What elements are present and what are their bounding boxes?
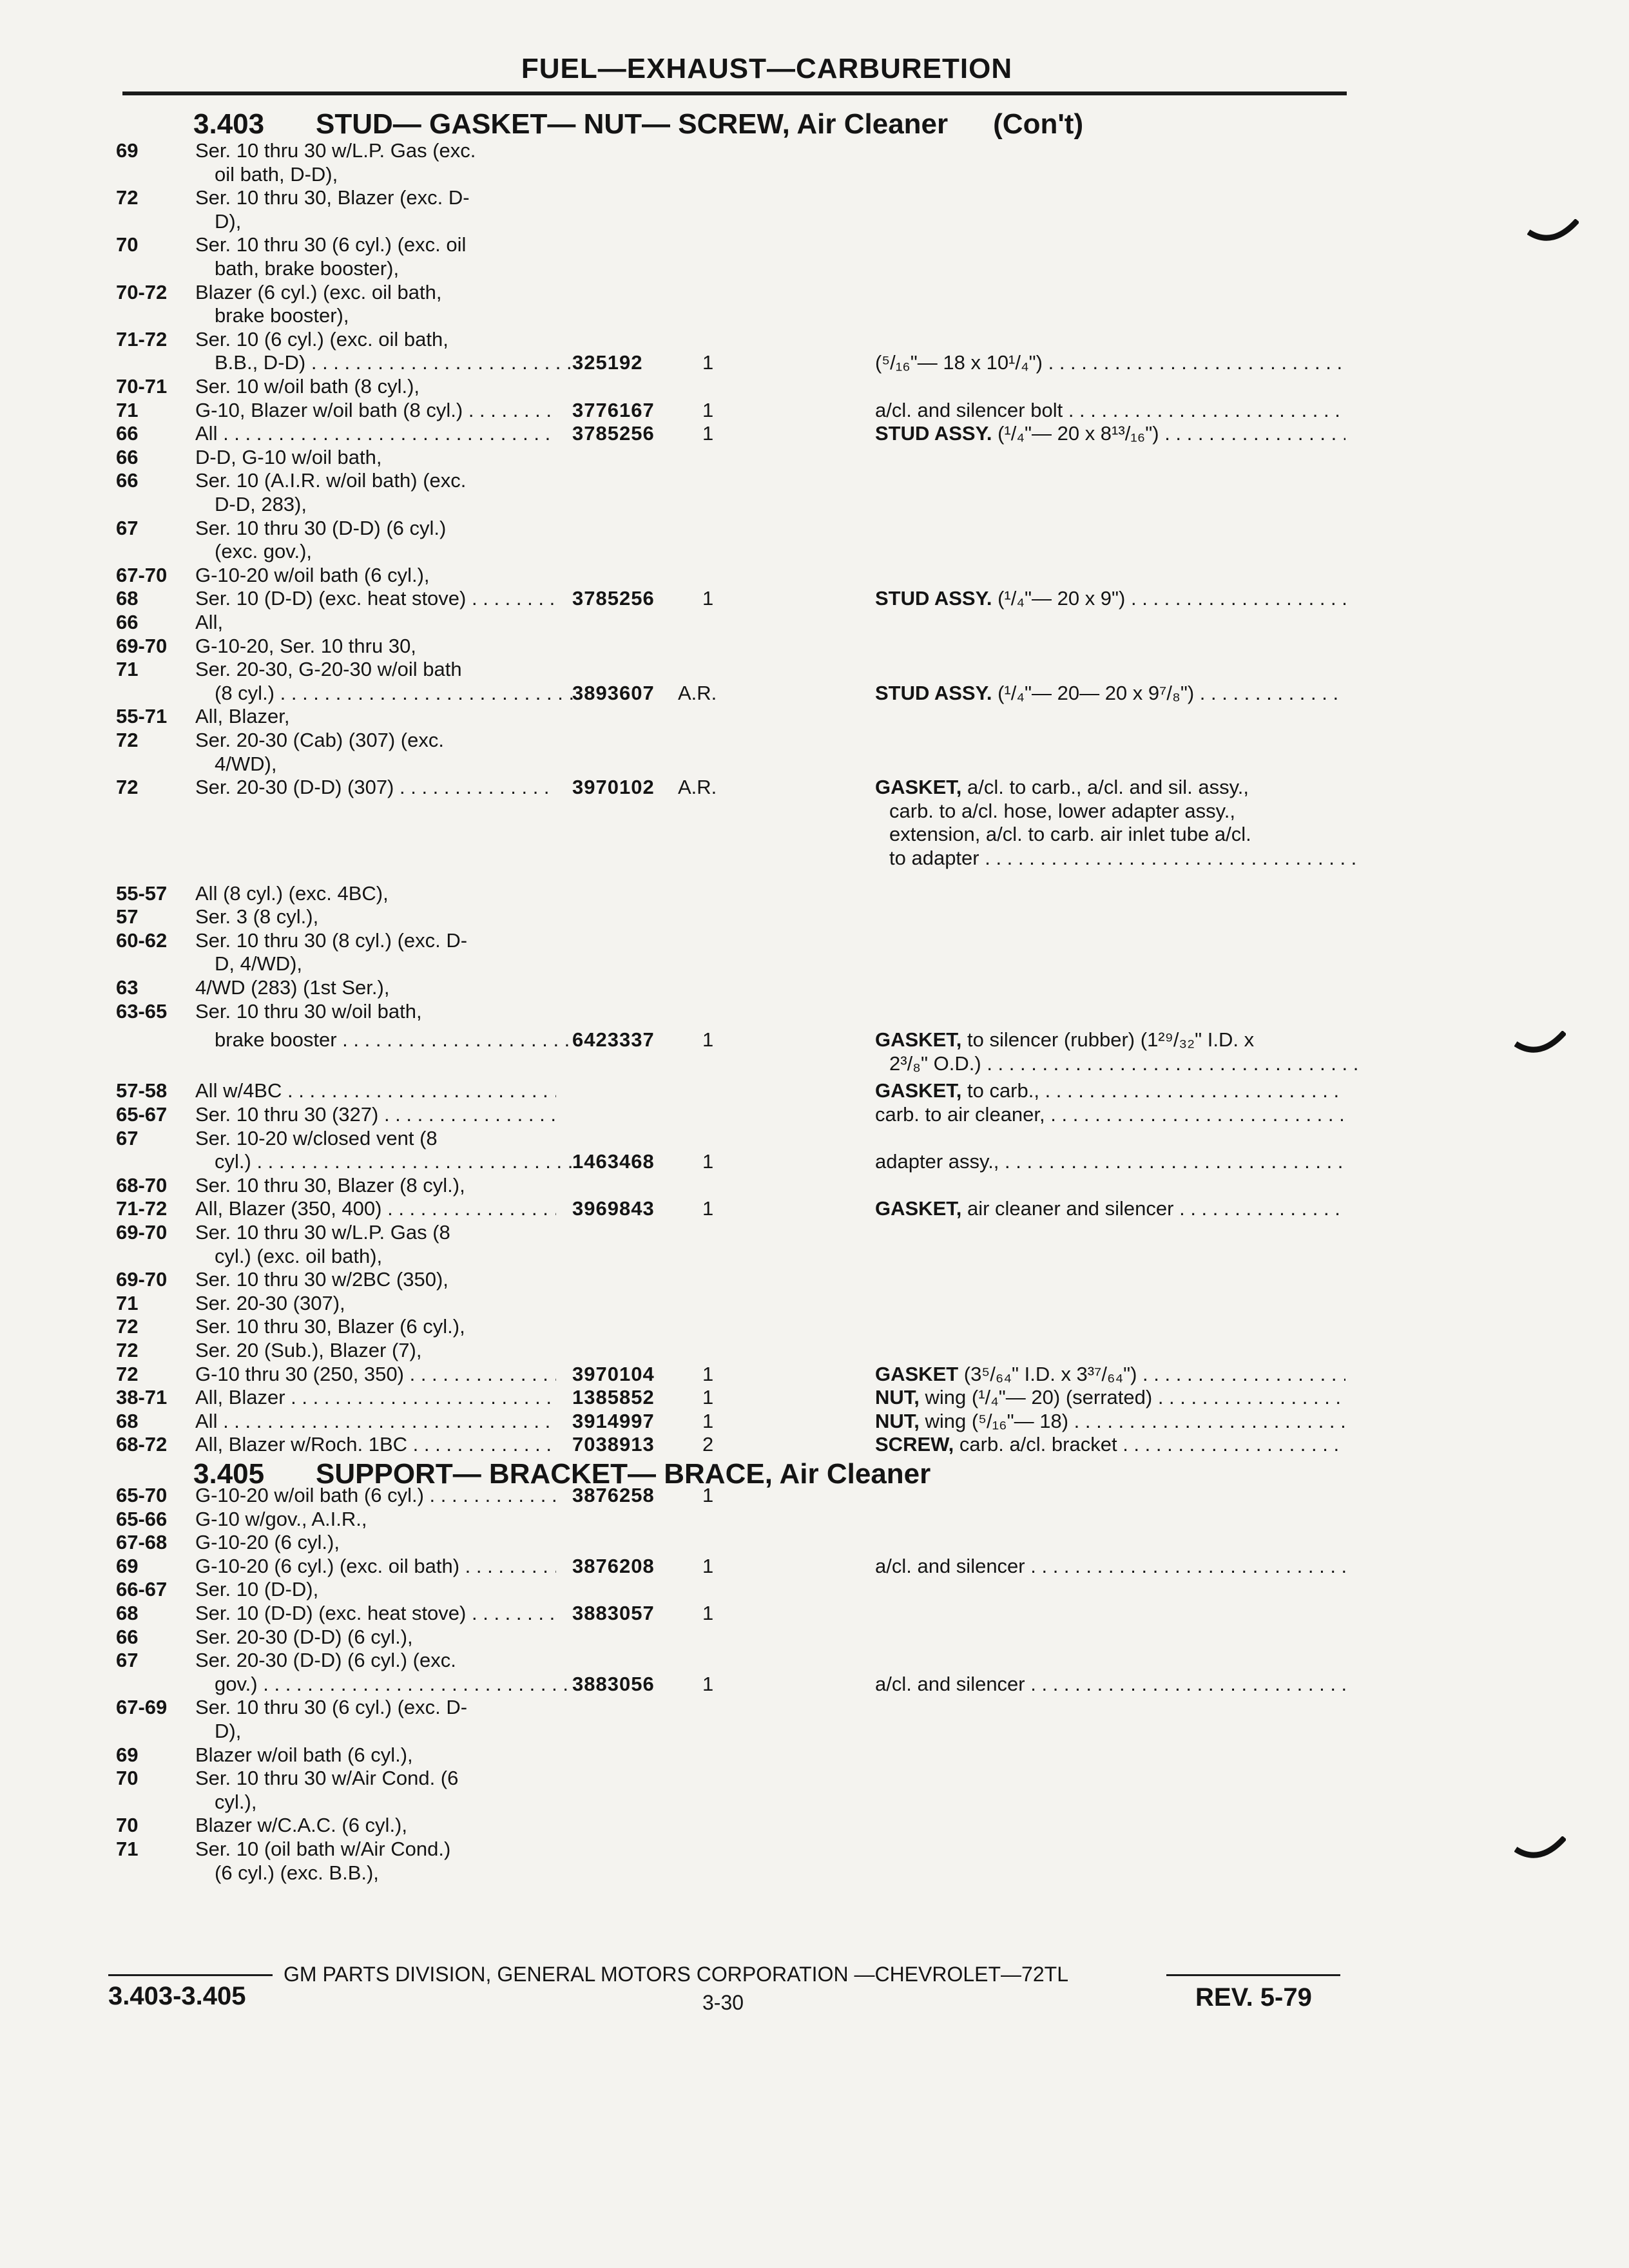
application-description: Ser. 10 thru 30 w/oil bath, [195,1000,422,1023]
part-number: 3876208 [572,1555,655,1577]
part-number: 3883057 [572,1602,655,1624]
application-description: cyl.) . . . [215,1150,575,1173]
application-description: Ser. 20-30 (Cab) (307) (exc. [195,729,444,751]
application-description: Ser. 10 thru 30 (6 cyl.) (exc. oil [195,233,467,256]
part-description: GASKET, to carb., . . . [875,1079,1345,1102]
model-year: 68-72 [116,1433,168,1456]
application-description: Ser. 10 (D-D) (exc. heat stove) . . . [195,587,556,610]
model-year: 70-72 [116,281,168,303]
model-year: 70-71 [116,375,168,398]
application-description: All, Blazer (350, 400) . . . [195,1197,556,1220]
model-year: 55-71 [116,705,168,727]
application-description: Ser. 10 thru 30 w/L.P. Gas (8 [195,1221,450,1244]
part-description: adapter assy., . . . [875,1150,1345,1173]
part-number: 1385852 [572,1386,655,1408]
application-description: D), [215,1720,242,1742]
model-year: 72 [116,1315,139,1338]
part-number: 6423337 [572,1028,655,1051]
model-year: 66 [116,446,139,468]
part-description: a/cl. and silencer bolt . . . [875,399,1345,422]
model-year: 60-62 [116,929,168,952]
application-description: Blazer w/C.A.C. (6 cyl.), [195,1814,407,1836]
part-description: carb. to a/cl. hose, lower adapter assy., [889,800,1236,822]
application-description: Ser. 20-30, G-20-30 w/oil bath [195,658,462,680]
footer-page-number: 3-30 [702,1991,744,2014]
application-description: Ser. 20-30 (D-D) (6 cyl.) (exc. [195,1649,456,1671]
quantity: 1 [702,1386,714,1408]
part-description: a/cl. and silencer . . . [875,1555,1345,1578]
application-description: D, 4/WD), [215,952,303,975]
application-description: brake booster . . . [215,1028,575,1052]
model-year: 66 [116,422,139,445]
model-year: 69 [116,139,139,162]
model-year: 65-67 [116,1103,168,1126]
quantity: A.R. [678,776,717,798]
model-year: 55-57 [116,882,168,905]
model-year: 69 [116,1744,139,1766]
application-description: cyl.), [215,1791,257,1813]
application-description: Ser. 10 (D-D), [195,1578,319,1600]
part-number: 7038913 [572,1433,655,1456]
application-description: All . . . [195,1410,556,1433]
application-description: Blazer (6 cyl.) (exc. oil bath, [195,281,442,303]
model-year: 65-70 [116,1484,168,1506]
model-year: 72 [116,186,139,209]
application-description: (exc. gov.), [215,540,313,562]
section-title-3-403 [193,108,1083,140]
model-year: 69-70 [116,1221,168,1244]
model-year: 72 [116,1363,139,1385]
section-number: 3.405 [193,1458,265,1490]
model-year: 66 [116,469,139,492]
application-description: Ser. 10-20 w/closed vent (8 [195,1127,438,1149]
model-year: 69-70 [116,1268,168,1291]
part-number: 3785256 [572,422,655,445]
model-year: 67 [116,517,139,539]
model-year: 69 [116,1555,139,1577]
application-description: Ser. 10 thru 30, Blazer (6 cyl.), [195,1315,465,1338]
application-description: Ser. 10 thru 30, Blazer (8 cyl.), [195,1174,465,1196]
application-description: (8 cyl.) . . . [215,682,575,705]
quantity: 1 [702,1410,714,1432]
part-description: GASKET (3⁵/₆₄" I.D. x 3³⁷/₆₄") . . . [875,1363,1345,1386]
binder-hole-mark-icon [1514,1836,1566,1869]
model-year: 71-72 [116,328,168,351]
application-description: oil bath, D-D), [215,163,338,186]
part-description: STUD ASSY. (¹/₄"— 20 x 9") . . . [875,587,1345,610]
application-description: D-D, G-10 w/oil bath, [195,446,382,468]
model-year: 70 [116,1814,139,1836]
binder-hole-mark-icon [1527,219,1579,251]
part-description: a/cl. and silencer . . . [875,1673,1345,1696]
model-year: 72 [116,729,139,751]
application-description: Ser. 10 thru 30 w/L.P. Gas (exc. [195,139,476,162]
application-description: Ser. 10 thru 30 w/Air Cond. (6 [195,1767,459,1789]
quantity: 1 [702,1602,714,1624]
application-description: 4/WD), [215,753,277,775]
model-year: 68 [116,1410,139,1432]
application-description: Ser. 10 (D-D) (exc. heat stove) . . . [195,1602,556,1625]
application-description: Ser. 10 w/oil bath (8 cyl.), [195,375,420,398]
part-number: 3893607 [572,682,655,704]
section-heading: STUD— GASKET— NUT— SCREW, Air Cleaner [316,108,949,140]
model-year: 71 [116,658,139,680]
model-year: 70 [116,1767,139,1789]
page-header-title: FUEL—EXHAUST—CARBURETION [521,53,1013,84]
part-number: 3914997 [572,1410,655,1432]
application-description: All, Blazer . . . [195,1386,556,1409]
model-year: 72 [116,776,139,798]
part-description: to adapter . . . [889,847,1360,870]
application-description: G-10-20 w/oil bath (6 cyl.) . . . [195,1484,556,1507]
application-description: (6 cyl.) (exc. B.B.), [215,1861,379,1884]
application-description: brake booster), [215,304,349,327]
footer-section-range: 3.403-3.405 [108,1982,246,2010]
application-description: cyl.) (exc. oil bath), [215,1245,383,1267]
model-year: 68 [116,1602,139,1624]
application-description: Ser. 10 thru 30, Blazer (exc. D- [195,186,470,209]
application-description: D), [215,210,242,233]
model-year: 67 [116,1127,139,1149]
model-year: 67-68 [116,1531,168,1553]
model-year: 68-70 [116,1174,168,1196]
part-description: NUT, wing (⁵/₁₆"— 18) . . . [875,1410,1345,1433]
application-description: G-10-20 w/oil bath (6 cyl.), [195,564,430,586]
model-year: 71 [116,1838,139,1860]
application-description: G-10 thru 30 (250, 350) . . . [195,1363,556,1386]
application-description: All (8 cyl.) (exc. 4BC), [195,882,389,905]
model-year: 70 [116,233,139,256]
quantity: 1 [702,1150,714,1173]
model-year: 57 [116,905,139,928]
part-number: 325192 [572,351,643,374]
part-number: 1463468 [572,1150,655,1173]
application-description: All, Blazer, [195,705,290,727]
application-description: Ser. 10 (oil bath w/Air Cond.) [195,1838,451,1860]
application-description: All, Blazer w/Roch. 1BC . . . [195,1433,556,1456]
header-rule [122,91,1347,95]
application-description: Blazer w/oil bath (6 cyl.), [195,1744,413,1766]
model-year: 38-71 [116,1386,168,1408]
section-continued: (Con't) [993,108,1084,140]
model-year: 63-65 [116,1000,168,1023]
model-year: 67 [116,1649,139,1671]
model-year: 66-67 [116,1578,168,1600]
application-description: All . . . [195,422,556,445]
quantity: 1 [702,1673,714,1695]
model-year: 66 [116,611,139,633]
part-description: (⁵/₁₆"— 18 x 10¹/₄") . . . [875,351,1345,374]
footer-publisher: GM PARTS DIVISION, GENERAL MOTORS CORPORATION —CHEVROLET—72TL [284,1963,1068,1986]
quantity: 1 [702,422,714,445]
application-description: Ser. 10 thru 30 (327) . . . [195,1103,556,1126]
quantity: 1 [702,1028,714,1051]
model-year: 63 [116,976,139,999]
quantity: A.R. [678,682,717,704]
application-description: G-10-20 (6 cyl.) (exc. oil bath) . . . [195,1555,556,1578]
part-number: 3776167 [572,399,655,421]
model-year: 67-70 [116,564,168,586]
part-description: STUD ASSY. (¹/₄"— 20— 20 x 9⁷/₈") . . . [875,682,1345,705]
quantity: 1 [702,1197,714,1220]
part-number: 3970102 [572,776,655,798]
application-description: G-10 w/gov., A.I.R., [195,1508,367,1530]
section-number: 3.403 [193,108,265,140]
model-year: 72 [116,1339,139,1361]
part-description: extension, a/cl. to carb. air inlet tube a/cl. [889,823,1251,845]
model-year: 65-66 [116,1508,168,1530]
application-description: G-10-20 (6 cyl.), [195,1531,340,1553]
application-description: D-D, 283), [215,493,307,515]
part-number: 3785256 [572,587,655,610]
application-description: Ser. 20 (Sub.), Blazer (7), [195,1339,422,1361]
part-description: NUT, wing (¹/₄"— 20) (serrated) . . . [875,1386,1345,1409]
application-description: G-10, Blazer w/oil bath (8 cyl.) . . . [195,399,556,422]
quantity: 1 [702,587,714,610]
quantity: 1 [702,1555,714,1577]
model-year: 71 [116,1292,139,1314]
quantity: 1 [702,351,714,374]
application-description: Ser. 10 thru 30 (6 cyl.) (exc. D- [195,1696,468,1718]
part-description: 2³/₈" O.D.) . . . [889,1052,1360,1075]
application-description: All w/4BC . . . [195,1079,556,1102]
quantity: 1 [702,399,714,421]
part-number: 3970104 [572,1363,655,1385]
part-description: SCREW, carb. a/cl. bracket . . . [875,1433,1345,1456]
application-description: B.B., D-D) . . . [215,351,575,374]
application-description: Ser. 20-30 (307), [195,1292,345,1314]
part-description: carb. to air cleaner, . . . [875,1103,1345,1126]
part-number: 3876258 [572,1484,655,1506]
part-description: STUD ASSY. (¹/₄"— 20 x 8¹³/₁₆") . . . [875,422,1345,445]
footer-rule-right [1166,1974,1340,1976]
model-year: 67-69 [116,1696,168,1718]
part-number: 3883056 [572,1673,655,1695]
application-description: 4/WD (283) (1st Ser.), [195,976,390,999]
part-number: 3969843 [572,1197,655,1220]
model-year: 71 [116,399,139,421]
application-description: G-10-20, Ser. 10 thru 30, [195,635,416,657]
application-description: Ser. 10 (A.I.R. w/oil bath) (exc. [195,469,467,492]
model-year: 68 [116,587,139,610]
application-description: Ser. 3 (8 cyl.), [195,905,319,928]
quantity: 1 [702,1363,714,1385]
footer-rule-left [108,1974,273,1976]
application-description: Ser. 10 thru 30 w/2BC (350), [195,1268,448,1291]
application-description: Ser. 10 (6 cyl.) (exc. oil bath, [195,328,448,351]
model-year: 71-72 [116,1197,168,1220]
binder-hole-mark-icon [1514,1031,1566,1063]
model-year: 57-58 [116,1079,168,1102]
application-description: All, [195,611,224,633]
footer-revision: REV. 5-79 [1195,1983,1312,2012]
application-description: Ser. 20-30 (D-D) (307) . . . [195,776,556,799]
model-year: 66 [116,1626,139,1648]
part-description: GASKET, a/cl. to carb., a/cl. and sil. assy., [875,776,1249,798]
application-description: bath, brake booster), [215,257,400,280]
quantity: 2 [702,1433,714,1456]
application-description: Ser. 10 thru 30 (D-D) (6 cyl.) [195,517,447,539]
part-description: GASKET, to silencer (rubber) (1²⁹/₃₂" I.D. x [875,1028,1255,1051]
section-heading: SUPPORT— BRACKET— BRACE, Air Cleaner [316,1458,931,1490]
quantity: 1 [702,1484,714,1506]
application-description: Ser. 10 thru 30 (8 cyl.) (exc. D- [195,929,468,952]
model-year: 69-70 [116,635,168,657]
application-description: Ser. 20-30 (D-D) (6 cyl.), [195,1626,413,1648]
part-description: GASKET, air cleaner and silencer . . . [875,1197,1345,1220]
application-description: gov.) . . . [215,1673,575,1696]
